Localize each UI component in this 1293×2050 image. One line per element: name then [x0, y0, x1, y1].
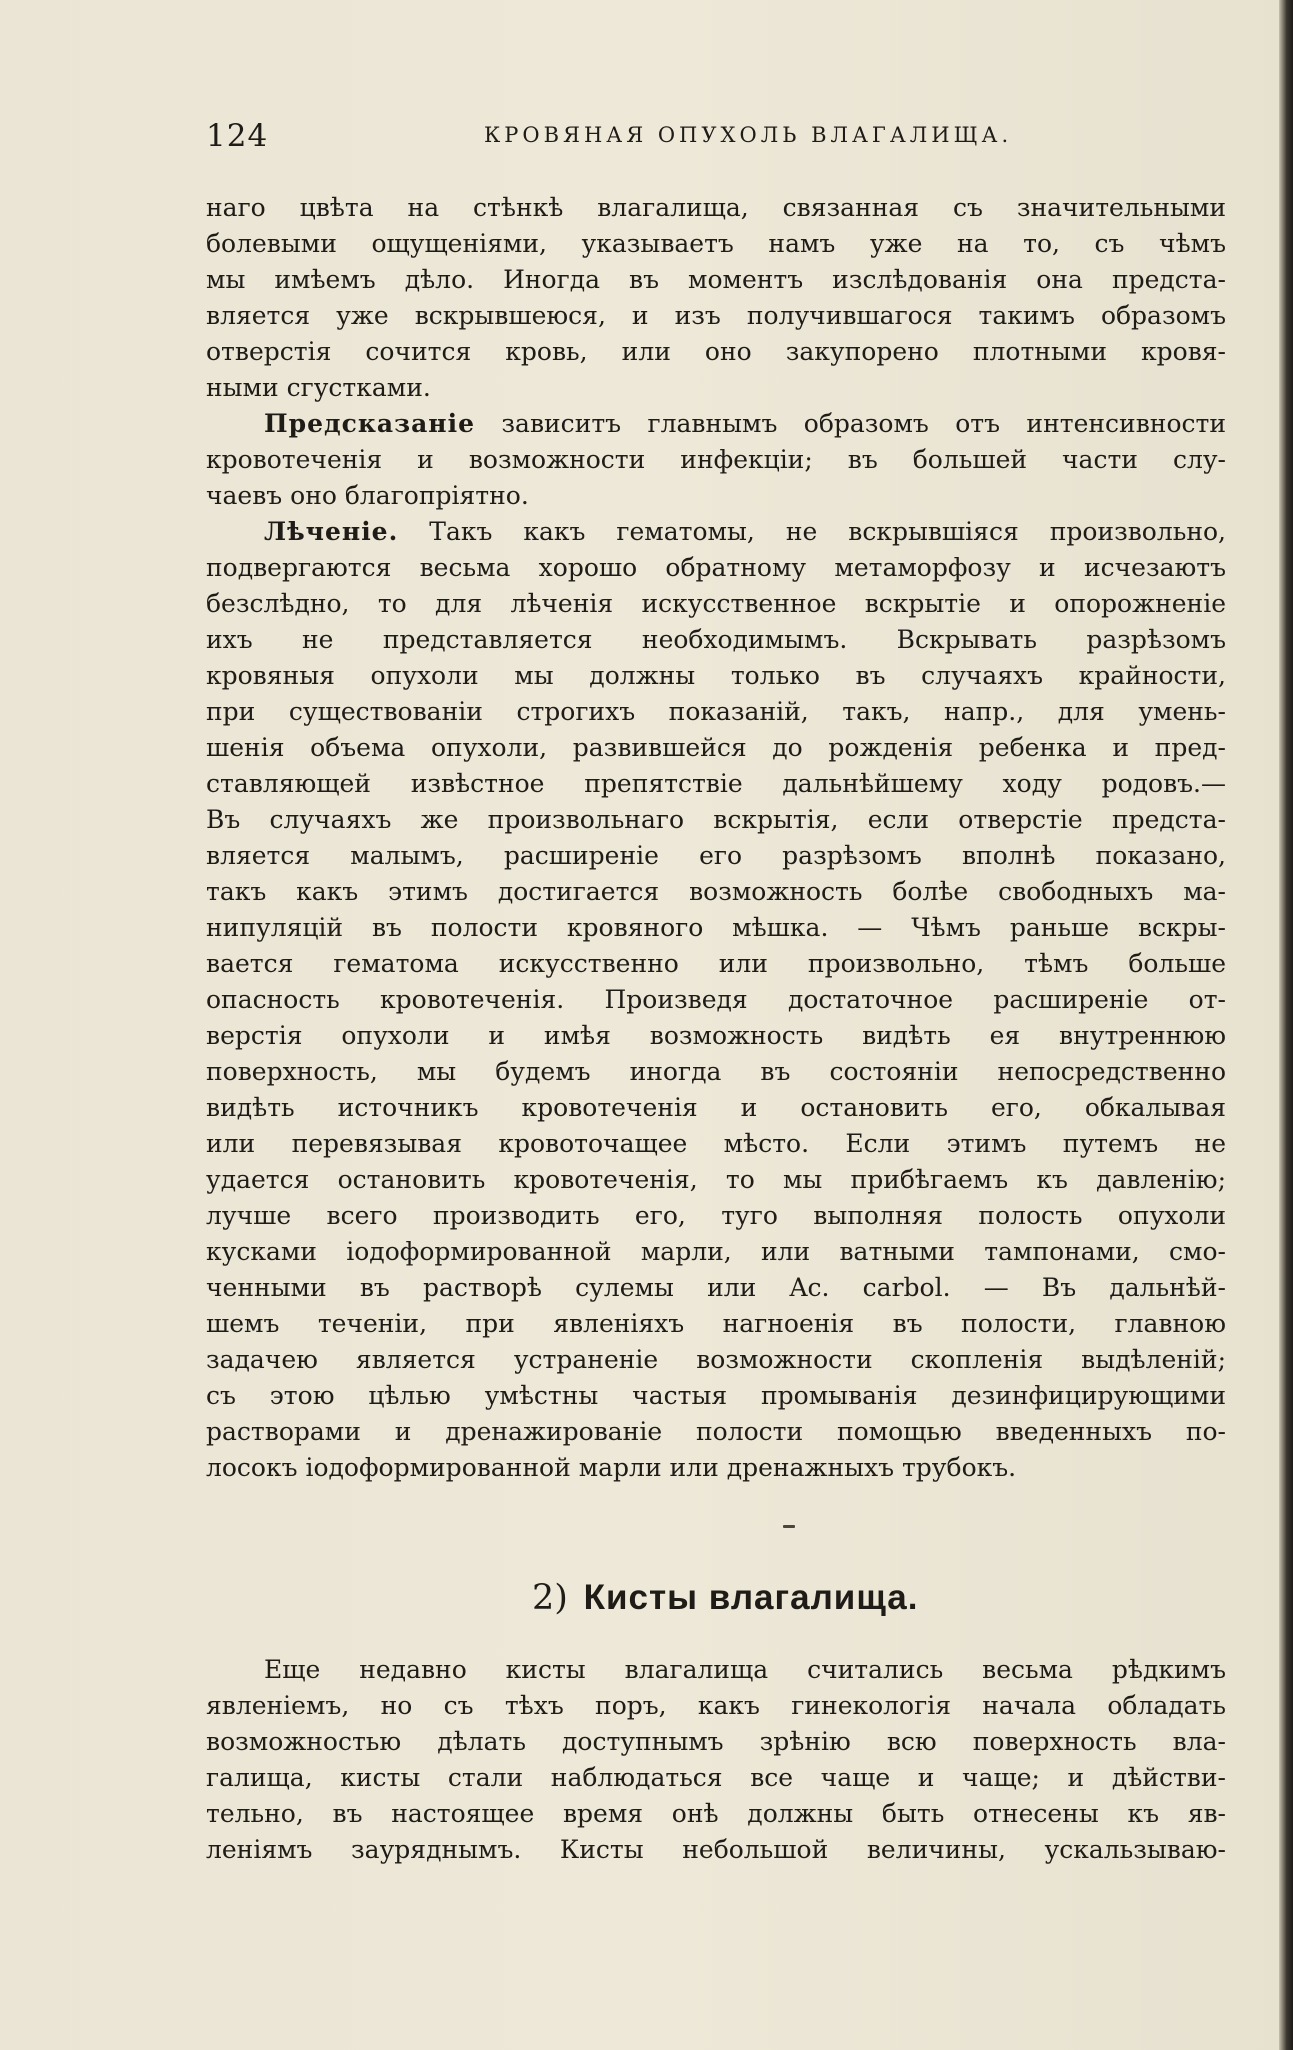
- text-line: удается остановить кровотеченія, то мы прибѣгаемъ къ давленію;: [206, 1165, 1226, 1194]
- text-line: лосокъ іодоформированной марли или дренажныхъ трубокъ.: [206, 1453, 1017, 1482]
- text-line: такъ какъ этимъ достигается возможность болѣе свободныхъ ма-: [206, 877, 1226, 906]
- text-line: кровяныя опухоли мы должны только въ случаяхъ крайности,: [206, 661, 1226, 690]
- page-header: [206, 118, 1116, 158]
- text-line: чаевъ оно благопріятно.: [206, 481, 529, 510]
- text-line: поверхность, мы будемъ иногда въ состояніи непосредственно: [206, 1057, 1226, 1086]
- text-line: ными сгустками.: [206, 373, 431, 402]
- section-title: Кисты влагалища.: [583, 1578, 919, 1617]
- text-line: [206, 406, 1226, 442]
- text-line: шенія объема опухоли, развившейся до рожденія ребенка и пред-: [206, 733, 1226, 762]
- text-line: шемъ теченіи, при явленіяхъ нагноенія въ полости, главною: [206, 1309, 1226, 1338]
- text-line: болевыми ощущеніями, указываетъ намъ уже на то, съ чѣмъ: [206, 229, 1226, 258]
- printer-mark: [783, 1525, 795, 1528]
- text-line: верстія опухоли и имѣя возможность видѣть ея внутреннюю: [206, 1021, 1226, 1050]
- running-title: КРОВЯНАЯ ОПУХОЛЬ ВЛАГАЛИЩА.: [484, 123, 1013, 147]
- text-line: ставляющей извѣстное препятствіе дальнѣйшему ходу родовъ.—: [206, 769, 1226, 798]
- page-number: 124: [206, 118, 269, 154]
- paragraph-vaginal-cysts: [206, 1652, 1226, 1868]
- main-text: [206, 190, 1226, 1486]
- text-line: при существованіи строгихъ показаній, такъ, напр., для умень-: [206, 697, 1226, 726]
- text-line: леніямъ зауряднымъ. Кисты небольшой величины, ускальзываю-: [206, 1835, 1226, 1864]
- text-line: или перевязывая кровоточащее мѣсто. Если этимъ путемъ не: [206, 1129, 1226, 1158]
- paragraph-prognosis: [206, 406, 1226, 514]
- text-line: кусками іодоформированной марли, или ватными тампонами, смо-: [206, 1237, 1226, 1266]
- paragraph-treatment: [206, 514, 1226, 1486]
- text-line: отверстія сочится кровь, или оно закупорено плотными кровя-: [206, 337, 1226, 366]
- paragraph-hematoma-description: [206, 190, 1226, 406]
- text-line: нипуляцій въ полости кровяного мѣшка. — Чѣмъ раньше вскры-: [206, 913, 1226, 942]
- text-line: подвергаются весьма хорошо обратному метаморфозу и исчезаютъ: [206, 553, 1226, 582]
- text-line: вляется уже вскрывшеюся, и изъ получившагося такимъ образомъ: [206, 301, 1226, 330]
- text-line: возможностью дѣлать доступнымъ зрѣнію всю поверхность вла-: [206, 1727, 1226, 1756]
- text-line: мы имѣемъ дѣло. Иногда въ моментъ изслѣдованія она предста-: [206, 265, 1226, 294]
- text-line: растворами и дренажированіе полости помощью введенныхъ по-: [206, 1417, 1226, 1446]
- term-treatment: Лѣченіе.: [264, 517, 399, 546]
- text-line: наго цвѣта на стѣнкѣ влагалища, связанная съ значительными: [206, 193, 1226, 222]
- text-fragment: зависитъ главнымъ образомъ отъ интенсивности: [475, 409, 1226, 438]
- text-line: вляется малымъ, расширеніе его разрѣзомъ вполнѣ показано,: [206, 841, 1226, 870]
- page-edge-shadow: [1279, 0, 1293, 2050]
- section-number: 2): [532, 1578, 568, 1618]
- text-line: кровотеченія и возможности инфекціи; въ большей части слу-: [206, 445, 1226, 474]
- text-line: лучше всего производить его, туго выполняя полость опухоли: [206, 1201, 1226, 1230]
- section-heading: [532, 1578, 918, 1618]
- text-line: видѣть источникъ кровотеченія и остановить его, обкалывая: [206, 1093, 1226, 1122]
- text-line: [206, 514, 1226, 550]
- text-line: Въ случаяхъ же произвольнаго вскрытія, если отверстіе предста-: [206, 805, 1226, 834]
- text-line: ихъ не представляется необходимымъ. Вскрывать разрѣзомъ: [206, 625, 1226, 654]
- term-prognosis: Предсказаніе: [264, 409, 475, 438]
- text-line: вается гематома искусственно или произвольно, тѣмъ больше: [206, 949, 1226, 978]
- text-line: явленіемъ, но съ тѣхъ поръ, какъ гинекологія начала обладать: [206, 1691, 1226, 1720]
- text-line: галища, кисты стали наблюдаться все чаще и чаще; и дѣйстви-: [206, 1763, 1226, 1792]
- text-line: съ этою цѣлью умѣстны частыя промыванія дезинфицирующими: [206, 1381, 1226, 1410]
- text-line: опасность кровотеченія. Произведя достаточное расширеніе от-: [206, 985, 1226, 1014]
- text-line: Еще недавно кисты влагалища считались весьма рѣдкимъ: [264, 1655, 1226, 1684]
- text-line: ченными въ растворѣ сулемы или Ac. carbol. — Въ дальнѣй-: [206, 1273, 1226, 1302]
- text-line: безслѣдно, то для лѣченія искусственное вскрытіе и опорожненіе: [206, 589, 1226, 618]
- text-fragment: Такъ какъ гематомы, не вскрывшіяся произвольно,: [398, 517, 1226, 546]
- text-line: тельно, въ настоящее время онѣ должны быть отнесены къ яв-: [206, 1799, 1226, 1828]
- text-line: задачею является устраненіе возможности скопленія выдѣленій;: [206, 1345, 1226, 1374]
